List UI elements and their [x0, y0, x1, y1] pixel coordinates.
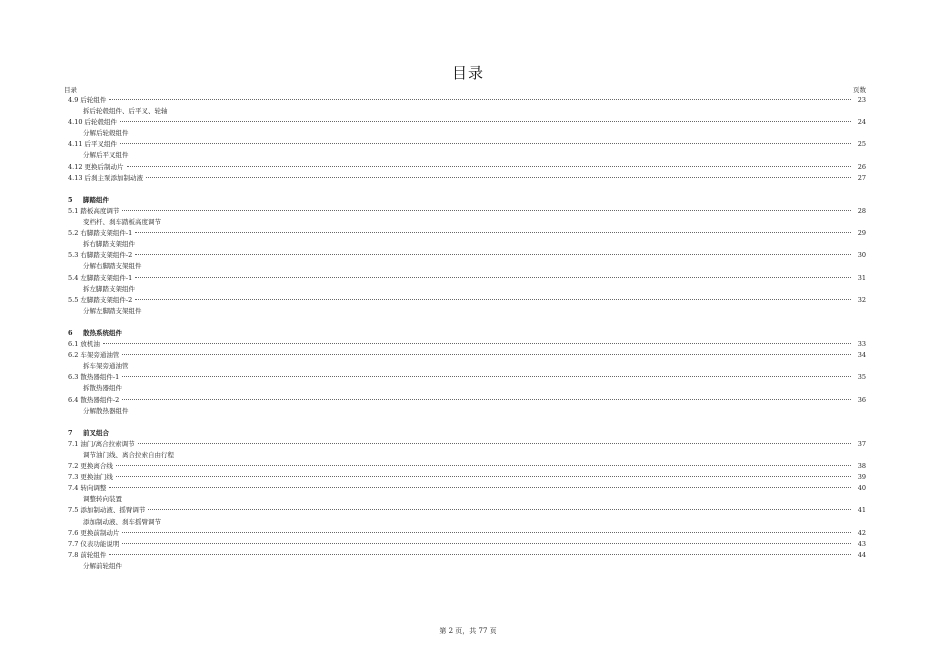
toc-entry[interactable] [64, 339, 866, 350]
toc-page-number: 27 [857, 173, 866, 182]
toc-page-number: 39 [857, 473, 866, 482]
toc-entry[interactable] [64, 350, 866, 361]
toc-page-number: 36 [857, 395, 866, 404]
toc-sub-entry-text: 拆车架旁通油管 [83, 362, 129, 371]
toc-sub-entry-text: 分解后轮毂组件 [83, 129, 129, 138]
toc-entry-text[interactable]: 7.4 转向调整 [68, 484, 107, 493]
section-spacer [64, 317, 866, 328]
toc-entry[interactable] [64, 139, 866, 150]
toc-sub-entry [64, 150, 866, 161]
toc-entry[interactable] [64, 528, 866, 539]
toc-entry[interactable] [64, 117, 866, 128]
toc-sub-entry [64, 284, 866, 295]
dot-leader [109, 487, 851, 488]
toc-page-number: 40 [857, 484, 866, 493]
dot-leader [146, 177, 851, 178]
toc-entry[interactable] [64, 539, 866, 550]
toc-page-number: 32 [857, 295, 866, 304]
section-number: 6 [68, 328, 73, 337]
toc-entry-text[interactable]: 5.4 左脚踏支架组件-1 [68, 273, 133, 282]
toc-entry[interactable] [64, 228, 866, 239]
toc-page-number: 37 [857, 439, 866, 448]
toc-sub-entry [64, 561, 866, 572]
dot-leader [122, 543, 851, 544]
page-column-header: 页数 [853, 86, 866, 94]
toc-page-number: 43 [857, 539, 866, 548]
toc-entry[interactable] [64, 395, 866, 406]
toc-entry[interactable] [64, 273, 866, 284]
toc-entry-text[interactable]: 7.5 添加制动液、摇臂调节 [68, 506, 146, 515]
toc-sub-entry [64, 239, 866, 250]
toc-sub-entry [64, 306, 866, 317]
dot-leader [120, 143, 851, 144]
dot-leader [122, 210, 851, 211]
page-footer: 第 2 页，共 77 页 [439, 627, 497, 635]
toc-section-heading [64, 328, 866, 339]
toc-page-number: 44 [857, 550, 866, 559]
dot-leader [122, 354, 851, 355]
toc-sub-entry [64, 217, 866, 228]
dot-leader [120, 121, 851, 122]
dot-leader [116, 476, 851, 477]
toc-page-number: 23 [857, 96, 866, 104]
toc-sub-entry [64, 128, 866, 139]
toc-entry-text[interactable]: 5.3 右脚踏支架组件-2 [68, 251, 133, 260]
section-number: 7 [68, 428, 73, 437]
toc-sub-entry [64, 383, 866, 394]
toc-sub-entry-text: 变档杆、刹车踏板高度调节 [83, 218, 161, 227]
toc-sub-entry-text: 添加制动液、刹车摇臂调节 [83, 517, 161, 526]
toc-sub-entry-text: 调整转向装置 [83, 495, 122, 504]
toc-entry-text[interactable]: 7.1 油门/离合拉索调节 [68, 439, 135, 448]
toc-entry-text[interactable]: 4.11 后平叉组件 [68, 140, 118, 149]
toc-sub-entry [64, 494, 866, 505]
toc-page-number: 29 [857, 229, 866, 238]
toc-sub-entry-text: 拆散热器组件 [83, 384, 122, 393]
toc-entry-text[interactable]: 6.2 车架旁通油管 [68, 351, 120, 360]
toc-page-number: 28 [857, 206, 866, 215]
dot-leader [109, 99, 851, 100]
dot-leader [122, 532, 851, 533]
toc-entry[interactable] [64, 250, 866, 261]
toc-entry-text[interactable]: 6.4 散热器组件-2 [68, 395, 120, 404]
dot-leader [109, 554, 851, 555]
toc-entry[interactable] [64, 439, 866, 450]
toc-entry-text[interactable]: 4.10 后轮毂组件 [68, 118, 118, 127]
toc-entry-text[interactable]: 4.12 更换后制动片 [68, 162, 124, 171]
toc-entry[interactable] [64, 472, 866, 483]
dot-leader [135, 299, 851, 300]
toc-entry-text[interactable]: 5.1 踏板高度调节 [68, 206, 120, 215]
toc-entry-text[interactable]: 7.6 更换前制动片 [68, 528, 120, 537]
toc-entry-text[interactable]: 4.13 后刹主泵添加制动液 [68, 173, 144, 182]
toc-page-number: 31 [857, 273, 866, 282]
section-title: 脚踏组件 [83, 195, 109, 204]
dot-leader [116, 465, 851, 466]
dot-leader [135, 232, 851, 233]
toc-page-number: 34 [857, 351, 866, 360]
toc-sub-entry [64, 361, 866, 372]
dot-leader [138, 443, 851, 444]
dot-leader [148, 509, 851, 510]
section-number: 5 [68, 195, 73, 204]
dot-leader [135, 277, 851, 278]
toc-page-number: 25 [857, 140, 866, 149]
toc-entry-text[interactable]: 6.3 散热器组件-1 [68, 373, 120, 382]
toc-entry-text[interactable]: 5.2 右脚踏支架组件-1 [68, 229, 133, 238]
toc-page-number: 26 [857, 162, 866, 171]
section-spacer [64, 417, 866, 428]
toc-sub-entry-text: 分解前轮组件 [83, 561, 122, 570]
toc-sub-entry [64, 261, 866, 272]
toc-entry[interactable] [64, 550, 866, 561]
toc-sub-entry-text: 分解散热器组件 [83, 406, 129, 415]
toc-sub-entry-text: 调节油门线、离合拉索自由行程 [83, 451, 174, 459]
toc-entry[interactable] [64, 505, 866, 516]
toc-entry-text[interactable]: 7.3 更换油门线 [68, 473, 113, 482]
section-spacer [64, 184, 866, 195]
toc-entry[interactable] [64, 206, 866, 217]
toc-entry[interactable] [64, 173, 866, 184]
toc-entry[interactable] [64, 483, 866, 494]
toc-sub-entry-text: 分解右脚踏支架组件 [83, 262, 142, 271]
page-title: 目录 [451, 64, 484, 82]
toc-page-number: 42 [857, 528, 866, 537]
toc-header-label: 目录 [64, 86, 77, 94]
toc-page-number: 38 [857, 462, 866, 471]
toc-sub-entry-text: 拆右脚踏支架组件 [83, 240, 135, 249]
toc-entry[interactable] [64, 372, 866, 383]
toc-entry-text[interactable]: 6.1 放机油 [68, 340, 100, 349]
toc-page-number: 30 [857, 251, 866, 260]
toc-entry-text[interactable]: 7.8 前轮组件 [68, 550, 107, 559]
toc-entry[interactable] [64, 95, 866, 106]
toc-sub-entry [64, 517, 866, 528]
toc-entry[interactable] [64, 295, 866, 306]
section-title: 前叉组合 [83, 428, 109, 437]
toc-sub-entry-text: 分解后平叉组件 [83, 151, 129, 160]
toc-entry-text[interactable]: 7.2 更换离合线 [68, 462, 113, 471]
toc-entry[interactable] [64, 162, 866, 173]
dot-leader [135, 254, 851, 255]
dot-leader [122, 399, 851, 400]
dot-leader [103, 343, 851, 344]
toc-page-number: 35 [857, 373, 866, 382]
dot-leader [127, 166, 851, 167]
toc-sub-entry [64, 450, 866, 461]
toc-section-heading [64, 195, 866, 206]
toc-sub-entry-text: 拆后轮毂组件、后平叉、轮轴 [83, 107, 168, 116]
dot-leader [122, 376, 851, 377]
toc-sub-entry [64, 106, 866, 117]
toc-section-heading [64, 428, 866, 439]
toc-page-number: 33 [857, 340, 866, 349]
toc-page-number: 24 [857, 118, 866, 127]
toc-sub-entry [64, 406, 866, 417]
section-title: 散热系统组件 [83, 328, 122, 337]
toc-sub-entry-text: 拆左脚踏支架组件 [83, 284, 135, 293]
table-of-contents [64, 95, 866, 572]
toc-sub-entry-text: 分解左脚踏支架组件 [83, 306, 142, 315]
toc-page-number: 41 [857, 506, 866, 515]
toc-entry-text[interactable]: 7.7 仪表功能说明 [68, 539, 120, 548]
toc-entry-text[interactable]: 5.5 左脚踏支架组件-2 [68, 295, 133, 304]
toc-entry[interactable] [64, 461, 866, 472]
toc-entry-text[interactable]: 4.9 后轮组件 [68, 96, 107, 104]
